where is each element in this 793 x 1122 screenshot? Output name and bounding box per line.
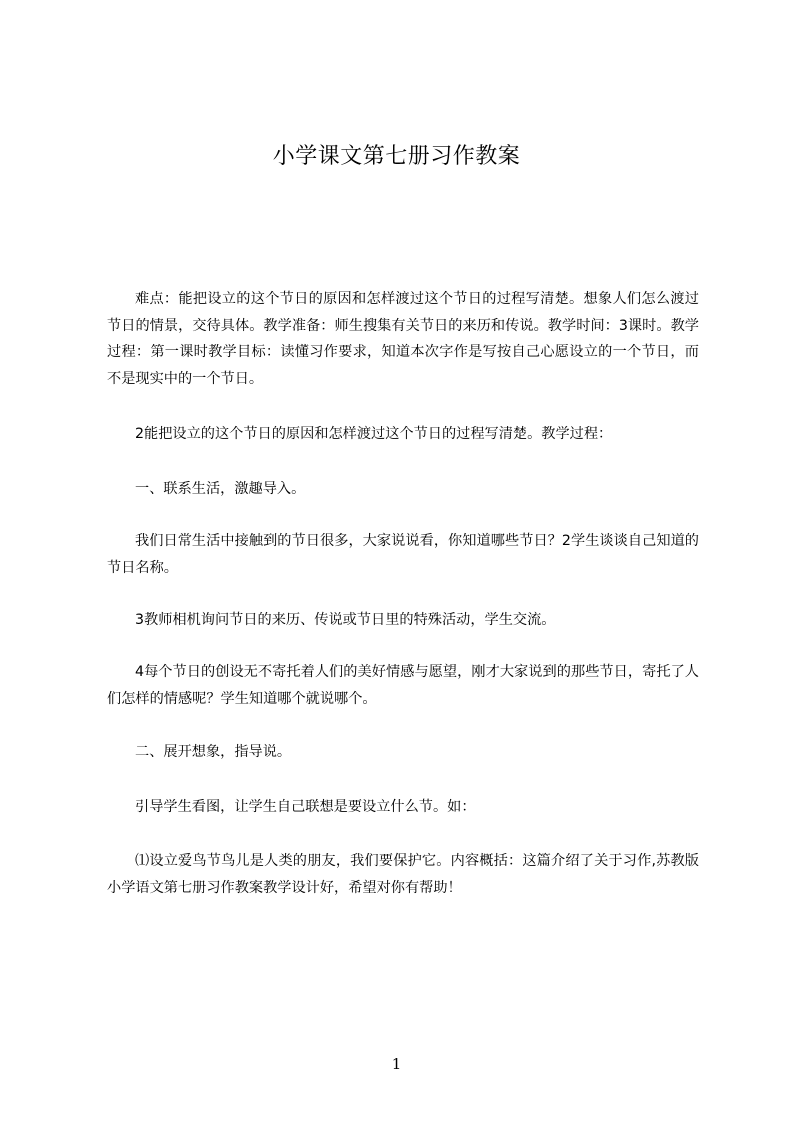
paragraph-step-3: 3教师相机询问节日的来历、传说或节日里的特殊活动，学生交流。 (135, 612, 556, 628)
paragraph-key-points: 难点：能把设立的这个节日的原因和怎样渡过这个节日的过程写清楚。想象人们怎么渡过节日的情景，交待具体。教学准备：师生搜集有关节日的来历和传说。教学时间：3课时。教学过程：第一课时教学目标：读懂习作要求，知道本次字作是写按自己心愿设立的一个节日，而不是现实中的一个节日。 (107, 291, 699, 387)
section-heading-2: 二、展开想象，指导说。 (135, 744, 292, 760)
paragraph-guide: 引导学生看图，让学生自己联想是要设立什么节。如： (135, 799, 476, 815)
paragraph-example: ⑴设立爱鸟节鸟儿是人类的朋友，我们要保护它。内容概括：这篇介绍了关于习作,苏教版小学语文第七册习作教案教学设计好，希望对你有帮助！ (107, 853, 699, 896)
paragraph-step-1: 我们日常生活中接触到的节日很多，大家说说看，你知道哪些节日？2学生谈谈自己知道的节日名称。 (107, 533, 699, 576)
document-title: 小学课文第七册习作教案 (272, 144, 521, 169)
paragraph-goal-2: 2能把设立的这个节日的原因和怎样渡过这个节日的过程写清楚。教学过程： (135, 426, 613, 442)
paragraph-step-4: 4每个节日的创设无不寄托着人们的美好情感与愿望，刚才大家说到的那些节日，寄托了人们怎样的情感呢？学生知道哪个就说哪个。 (107, 664, 699, 707)
page-number: 1 (391, 1055, 402, 1073)
section-heading-1: 一、联系生活，激趣导入。 (135, 481, 306, 497)
